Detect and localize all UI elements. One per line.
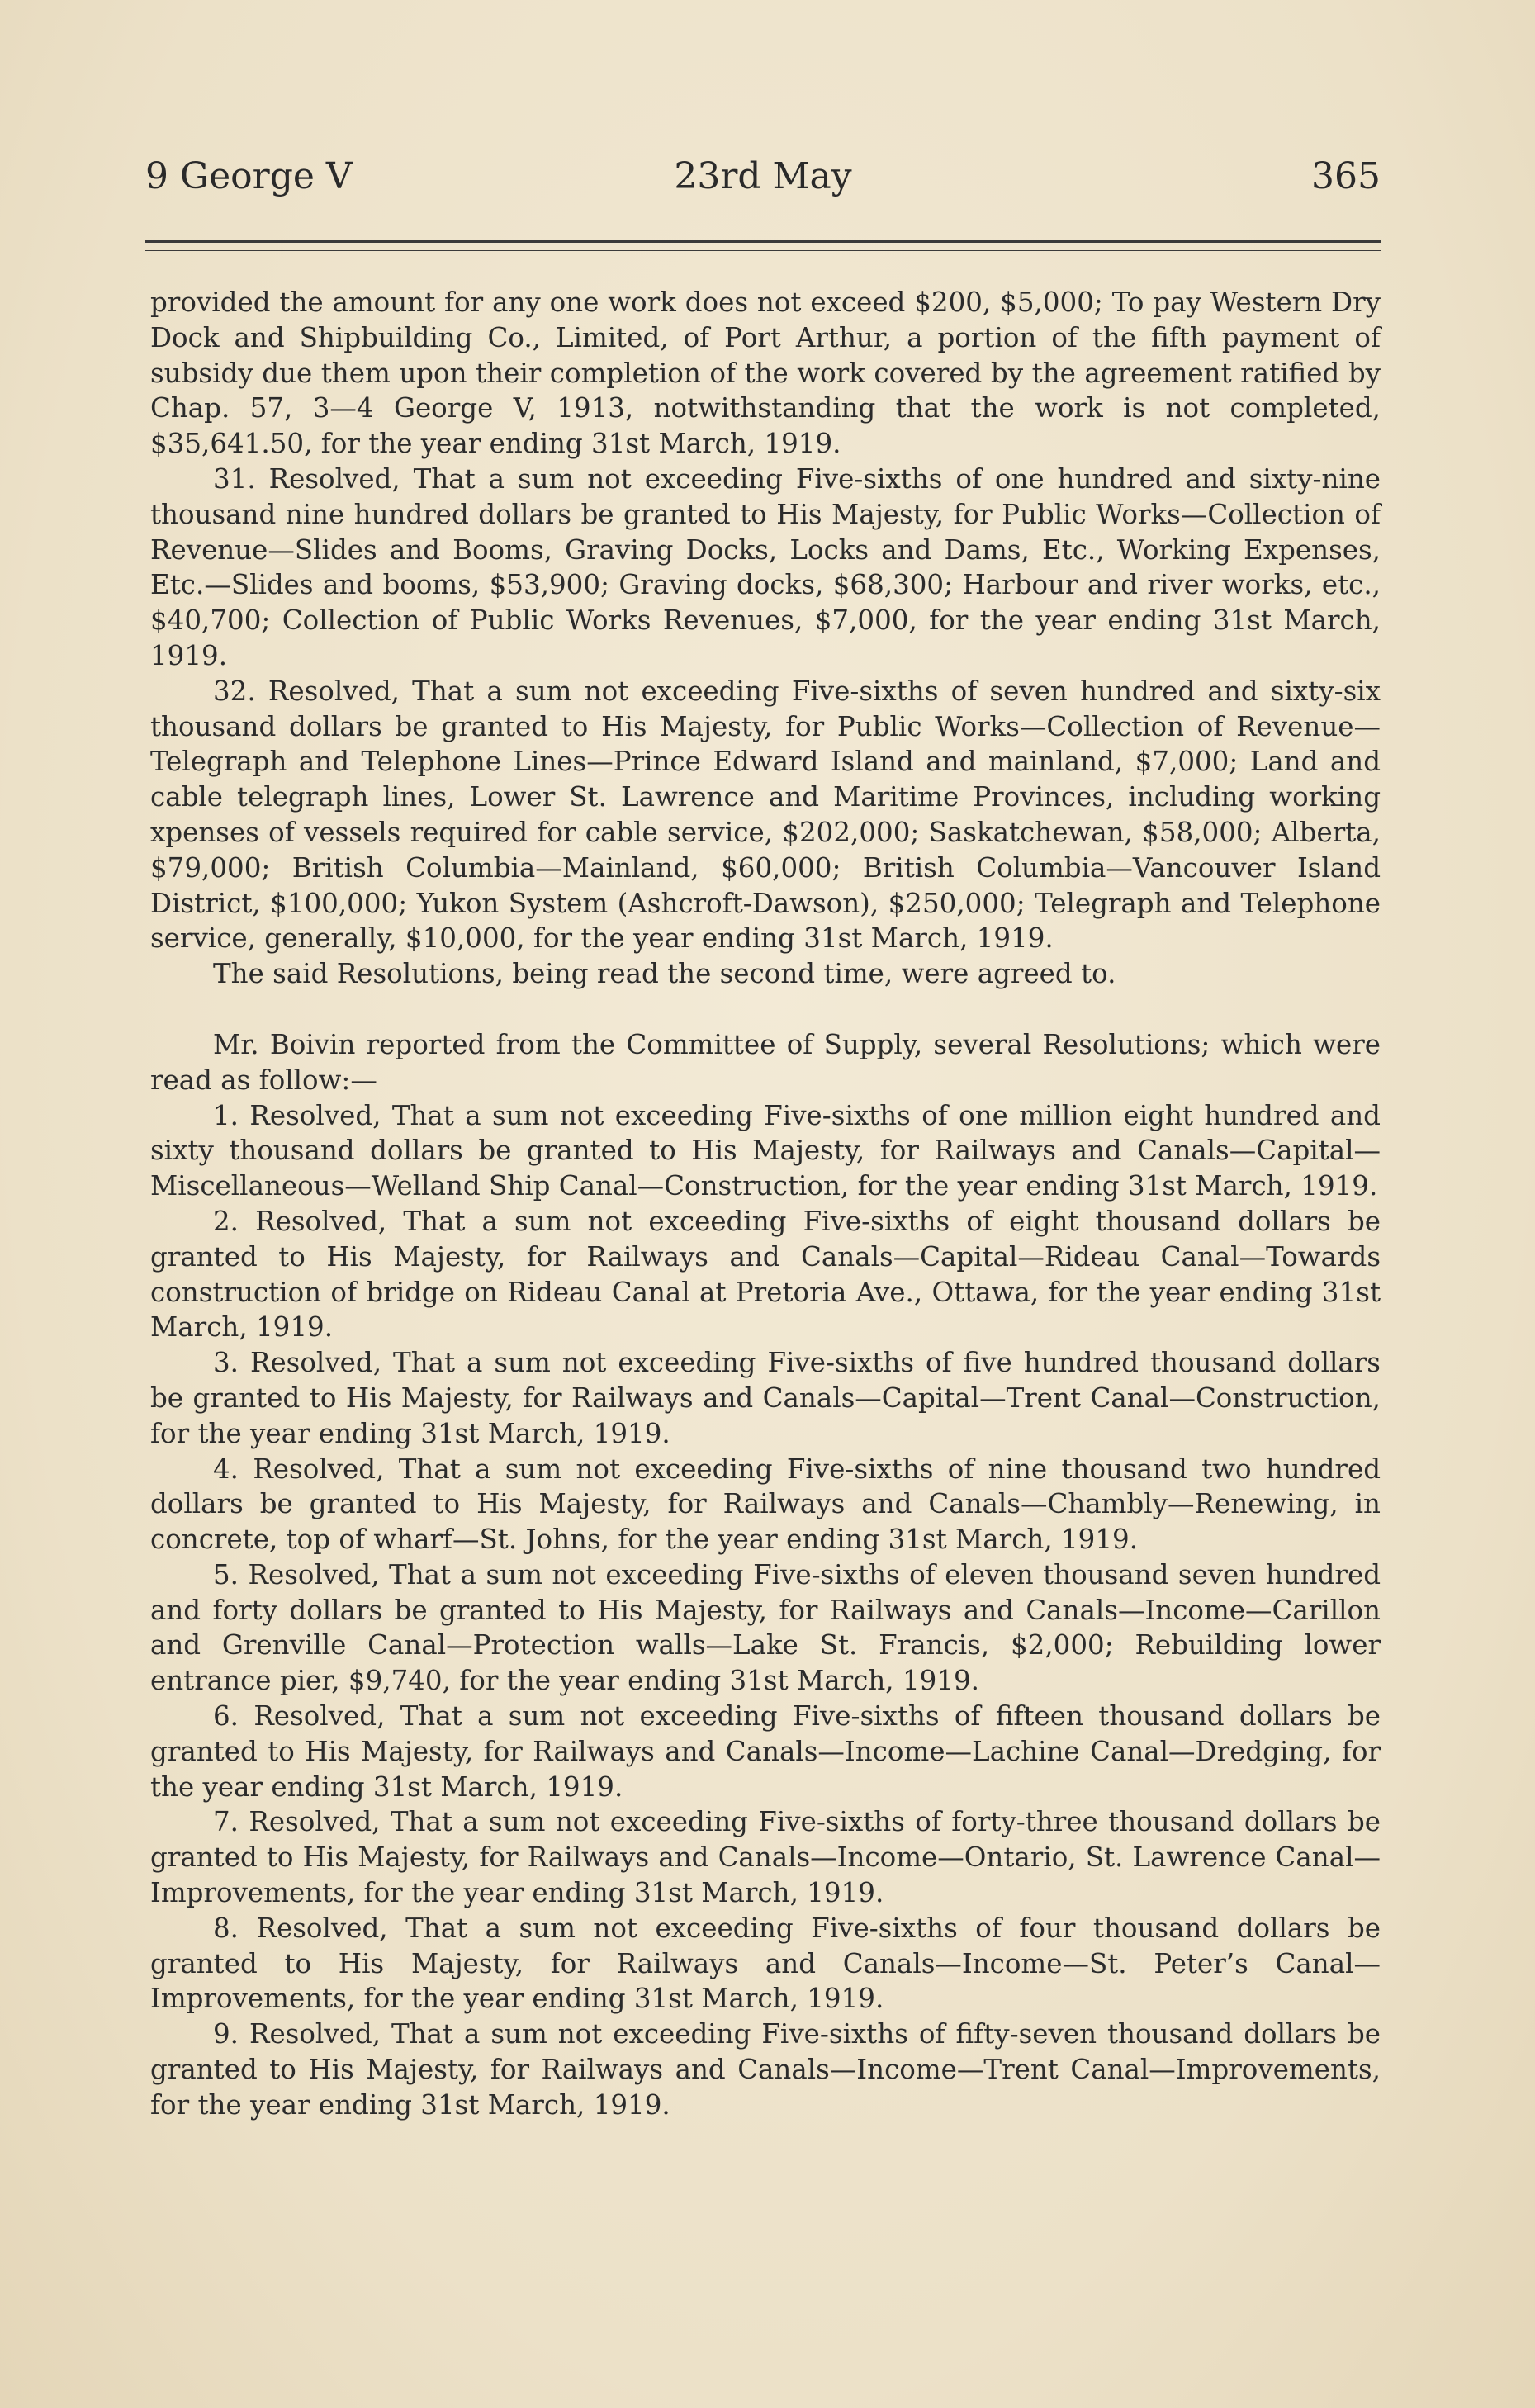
paragraph-resolution-2: 2. Resolved, That a sum not exceeding Five-sixths of eight thousand dollars be granted to His Majesty, for Railways and Canals—Capital—Rideau Canal—Towards construction of bridge on Rideau Canal at Pretoria Ave., Ottawa, for the year ending 31st March, 1919. [150, 1205, 1381, 1344]
paragraph-resolution-1: 1. Resolved, That a sum not exceeding Five-sixths of one million eight hundred and sixty thousand dollars be granted to His Majesty, for Railways and Canals—Capital—Miscellaneous—Welland Ship Canal—Construction, for the year ending 31st March, 1919. [150, 1099, 1381, 1202]
paragraph-resolution-31: 31. Resolved, That a sum not exceeding Five-sixths of one hundred and sixty-nine thousand nine hundred dollars be granted to His Majesty, for Public Works—Collection of Revenue—Slides and Booms, Graving Docks, Locks and Dams, Etc., Working Expenses, Etc.—Slides and booms, $53,900; Graving docks, $68,300; Harbour and river works, etc., $40,700; Collection of Public Works Revenues, $7,000, for the year ending 31st March, 1919. [150, 462, 1381, 671]
paragraph-resolution-6: 6. Resolved, That a sum not exceeding Five-sixths of fifteen thousand dollars be granted to His Majesty, for Railways and Canals—Income—Lachine Canal—Dredging, for the year ending 31st March, 1919. [150, 1700, 1381, 1803]
page-number: 365 [1311, 155, 1381, 197]
header-rule-thin [145, 250, 1381, 251]
page-body [150, 285, 1381, 2123]
paragraph-resolution-8: 8. Resolved, That a sum not exceeding Five-sixths of four thousand dollars be granted to His Majesty, for Railways and Canals—Income—St. Peter’s Canal—Improvements, for the year ending 31st March, 1919. [150, 1912, 1381, 2015]
paragraph-resolution-3: 3. Resolved, That a sum not exceeding Five-sixths of five hundred thousand dollars be granted to His Majesty, for Railways and Canals—Capital—Trent Canal—Construction, for the year ending 31st March, 1919. [150, 1347, 1381, 1449]
paragraph-resolution-32: 32. Resolved, That a sum not exceeding Five-sixths of seven hundred and sixty-six thousand dollars be granted to His Majesty, for Public Works—Collection of Revenue—Telegraph and Telephone Lines—Prince Edward Island and mainland, $7,000; Land and cable telegraph lines, Lower St. Lawrence and Maritime Provinces, including working xpenses of vessels required for cable service, $202,000; Saskatchewan, $58,000; Alberta, $79,000; British Columbia—Mainland, $60,000; British Columbia—Vancouver Island District, $100,000; Yukon System (Ashcroft-Dawson), $250,000; Telegraph and Telephone service, generally, $10,000, for the year ending 31st March, 1919. [150, 675, 1381, 955]
paragraph-resolution-9: 9. Resolved, That a sum not exceeding Five-sixths of fifty-seven thousand dollars be granted to His Majesty, for Railways and Canals—Income—Trent Canal—Improvements, for the year ending 31st March, 1919. [150, 2018, 1381, 2121]
paragraph-resolution-4: 4. Resolved, That a sum not exceeding Five-sixths of nine thousand two hundred dollars be granted to His Majesty, for Railways and Canals—Chambly—Renewing, in concrete, top of wharf—St. Johns, for the year ending 31st March, 1919. [150, 1453, 1381, 1556]
paragraph-resolution-5: 5. Resolved, That a sum not exceeding Five-sixths of eleven thousand seven hundred and forty dollars be granted to His Majesty, for Railways and Canals—Income—Carillon and Grenville Canal—Protection walls—Lake St. Francis, $2,000; Rebuilding lower entrance pier, $9,740, for the year ending 31st March, 1919. [150, 1558, 1381, 1697]
paragraph-continuation: provided the amount for any one work does not exceed $200, $5,000; To pay Western Dry Dock and Shipbuilding Co., Limited, of Port Arthur, a portion of the fifth payment of subsidy due them upon their completion of the work covered by the agreement ratified by Chap. 57, 3—4 George V, 1913, notwithstanding that the work is not completed, $35,641.50, for the year ending 31st March, 1919. [150, 287, 1381, 460]
page-header [145, 155, 1381, 213]
paragraph-report: Mr. Boivin reported from the Committee of Supply, several Resolutions; which were read as follow:— [150, 1028, 1381, 1096]
header-regnal-year: 9 George V [145, 155, 353, 197]
paragraph-agreed: The said Resolutions, being read the second time, were agreed to. [213, 958, 1116, 990]
paragraph-resolution-7: 7. Resolved, That a sum not exceeding Five-sixths of forty-three thousand dollars be granted to His Majesty, for Railways and Canals—Income—Ontario, St. Lawrence Canal—Improvements, for the year ending 31st March, 1919. [150, 1806, 1381, 1909]
header-rule-thick [145, 240, 1381, 243]
header-date: 23rd May [674, 155, 852, 197]
